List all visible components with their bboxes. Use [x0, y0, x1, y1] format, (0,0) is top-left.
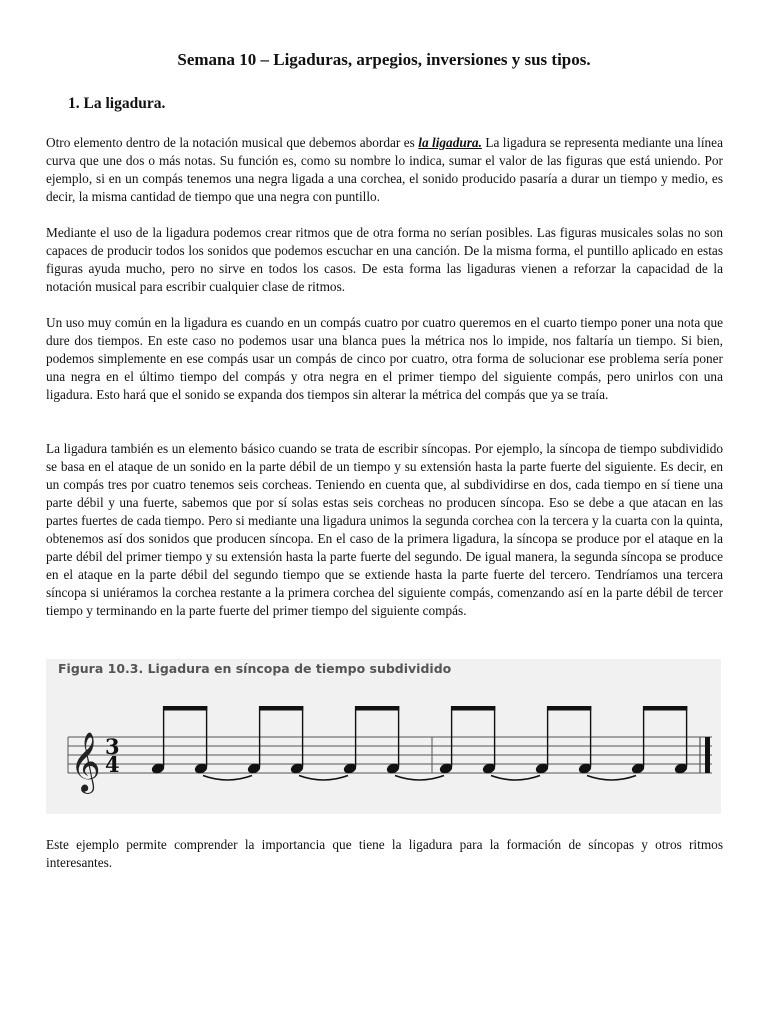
final-barline-thick: [705, 737, 710, 773]
music-staff: [46, 659, 721, 814]
time-signature-bottom: 4: [105, 752, 120, 777]
tie-curve: [203, 776, 252, 781]
eighth-beam: [547, 706, 591, 711]
tie-curve: [587, 776, 636, 781]
eighth-beam: [355, 706, 399, 711]
tie-curve: [491, 776, 540, 781]
eighth-beam: [643, 706, 687, 711]
eighth-beam: [163, 706, 207, 711]
paragraph-4: La ligadura también es un elemento básico cuando se trata de escribir síncopas. Por ejemplo, la síncopa de tiempo subdividido se basa en el ataque de un sonido en la parte débil de un tiempo y su extensión hasta la parte fuerte del siguiente. Es decir, en un compás tres por cuatro tenemos seis corcheas. Teniendo en cuenta que, al subdividirse en dos, cada tiempo en sí tiene una parte débil y una fuerte, sabemos que por sí solas estas seis corcheas no producen síncopa. Eso se debe a que atacan en las partes fuertes de cada tiempo. Pero si mediante una ligadura unimos la segunda corchea con la tercera y la cuarta con la quinta, obtenemos así dos sonidos que producen síncopa. En el caso de la primera ligadura, la síncopa se produce por el ataque en la parte débil del primer tiempo y su extensión hasta la parte fuerte del segundo. De igual manera, la segunda síncopa se produce en el ataque en la parte débil del segundo tiempo que se extiende hasta la parte fuerte del tercero. Tendríamos una tercera síncopa si uniéramos la corchea restante a la primera corchea del siguiente compás, comenzando así en la parte débil de tercer tiempo y terminando en la parte fuerte del primer tiempo del siguiente compás.: [46, 441, 723, 618]
treble-clef-icon: 𝄞: [70, 732, 101, 792]
time-signature-top: 3: [105, 734, 120, 759]
figure-caption: Figura 10.3. Ligadura en síncopa de tiempo subdividido: [58, 661, 452, 676]
tie-curve: [395, 776, 444, 781]
paragraph-3: Un uso muy común en la ligadura es cuando en un compás cuatro por cuatro queremos en el cuarto tiempo poner una nota que dure dos tiempos. En este caso no podemos usar una blanca pues la métrica nos lo impide, nos faltaría un tiempo. Si bien, podemos simplemente en ese compás usar un compás de cinco por cuatro, otra forma de solucionar ese problema sería poner una negra en el último tiempo del compás y otra negra en el primer tiempo del siguiente compás, pero unirlos con una ligadura. Esto hará que el sonido se expanda dos tiempos sin alterar la métrica del compás que ya se traía.: [46, 315, 723, 402]
paragraph-1: [46, 134, 723, 206]
paragraph-1-rest: La ligadura se representa mediante una línea curva que une dos o más notas. Su función es, como su nombre lo indica, sumar el valor de las figuras que está uniendo. Por ejemplo, si en un compás tenemos una negra ligada a una corchea, el sonido producido pasaría a durar un tiempo y medio, es decir, la misma cantidad de tiempo que una negra con puntillo.: [46, 135, 723, 204]
section-heading: 1. La ligadura.: [68, 95, 166, 112]
paragraph-5: Este ejemplo permite comprender la importancia que tiene la ligadura para la formación de síncopas y otros ritmos interesantes.: [46, 837, 723, 870]
figure-syncopation: [46, 659, 721, 814]
paragraph-2: Mediante el uso de la ligadura podemos crear ritmos que de otra forma no serían posibles. Las figuras musicales solas no son capaces de producir todos los sonidos que podemos escuchar en una canción. De la misma forma, el puntillo aplicado en estas figuras ayuda mucho, pero no sirve en todos los casos. De esta forma las ligaduras vienen a reforzar la capacidad de la notación musical para escribir cualquier clase de ritmos.: [46, 225, 723, 294]
paragraph-1-intro: Otro elemento dentro de la notación musical que debemos abordar es: [46, 135, 419, 150]
tie-curve: [299, 776, 348, 781]
eighth-beam: [259, 706, 303, 711]
eighth-beam: [451, 706, 495, 711]
term-la-ligadura: la ligadura.: [418, 135, 482, 150]
document-title: Semana 10 – Ligaduras, arpegios, inversiones y sus tipos.: [177, 50, 591, 69]
